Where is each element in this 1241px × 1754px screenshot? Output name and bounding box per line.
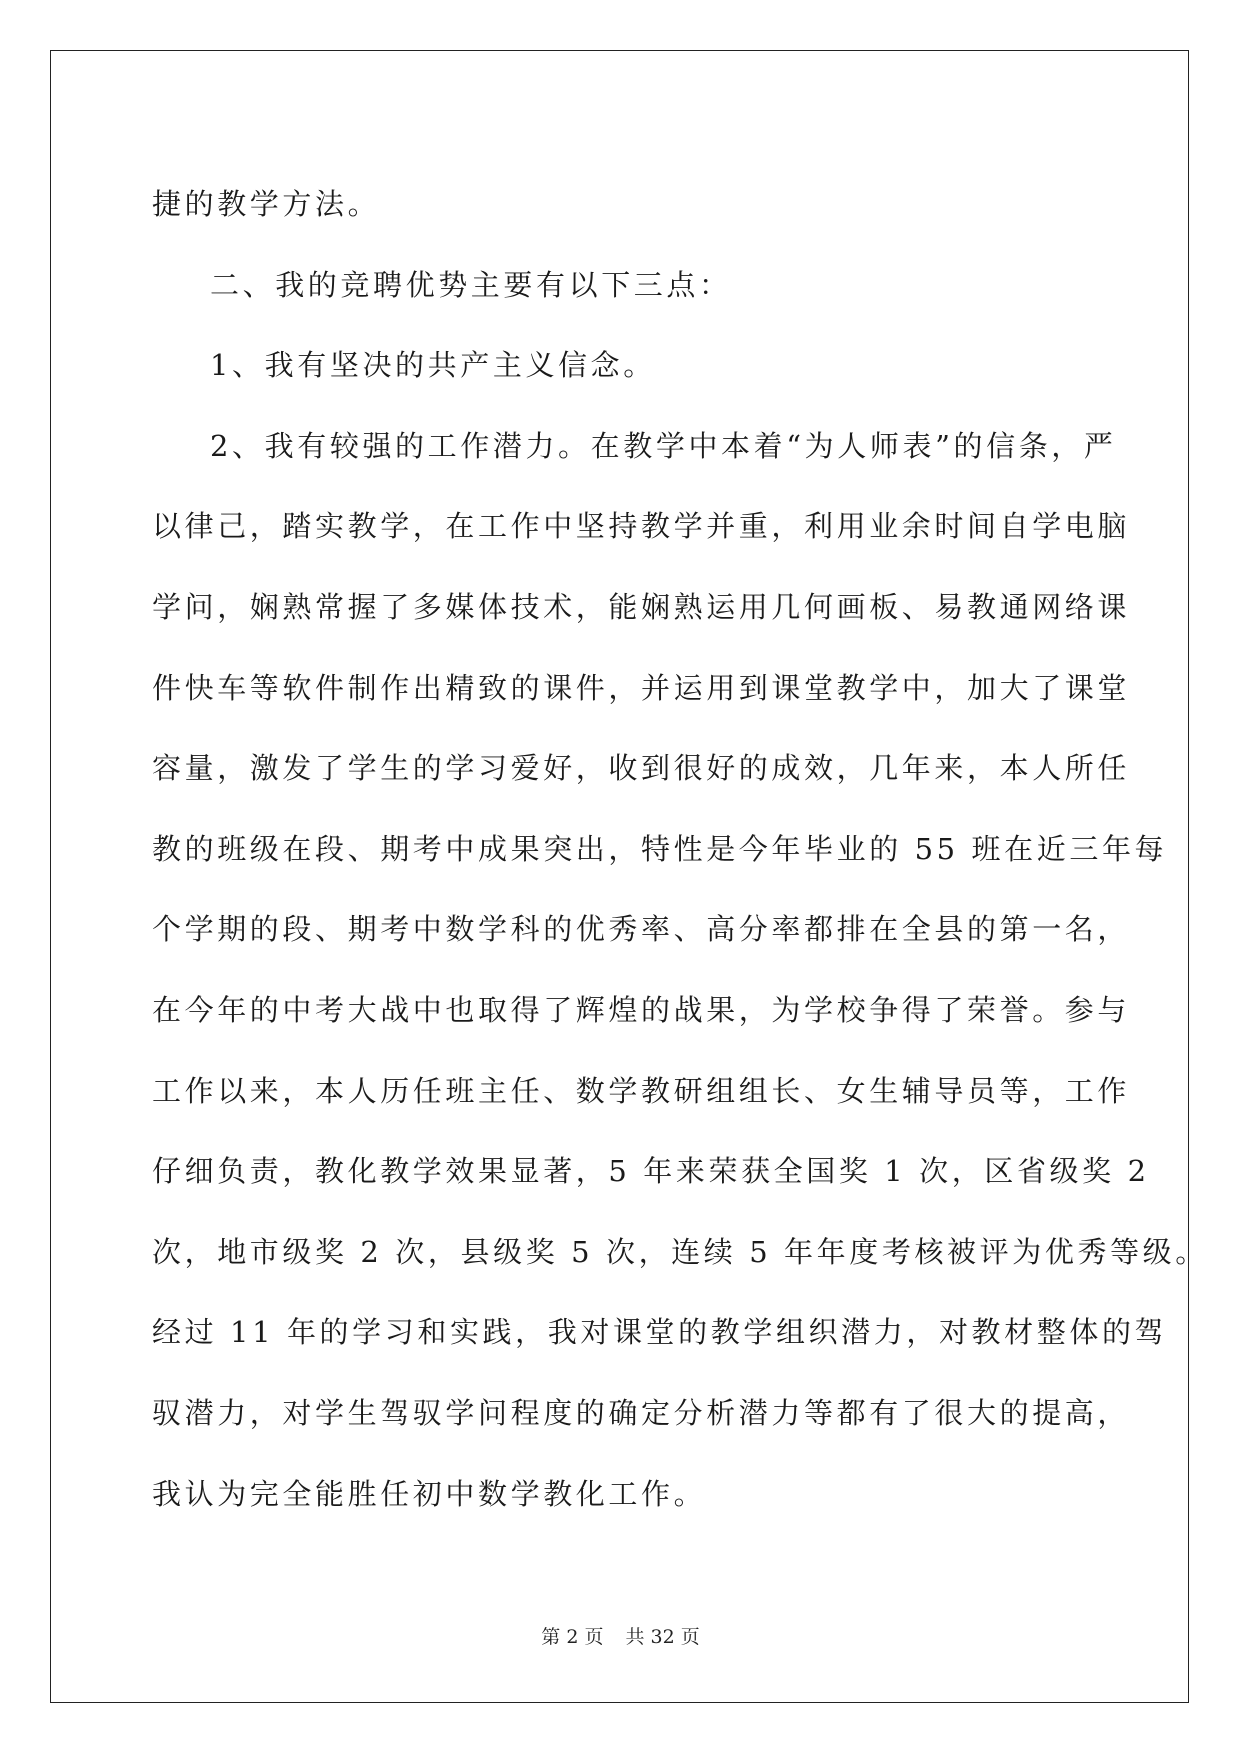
text-line: 在今年的中考大战中也取得了辉煌的战果，为学校争得了荣誉。参与 bbox=[152, 992, 1131, 1027]
page-number-current: 第 2 页 bbox=[541, 1626, 604, 1648]
list-item: 1、我有坚决的共产主义信念。 bbox=[210, 348, 656, 383]
text-line: 驭潜力，对学生驾驭学问程度的确定分析潜力等都有了很大的提高， bbox=[152, 1395, 1131, 1430]
text-line: 容量，激发了学生的学习爱好，收到很好的成效，几年来，本人所任 bbox=[152, 751, 1131, 786]
text-line: 捷的教学方法。 bbox=[152, 187, 381, 221]
text-line: 工作以来，本人历任班主任、数学教研组组长、女生辅导员等，工作 bbox=[152, 1073, 1131, 1108]
text-line: 次，地市级奖 2 次，县级奖 5 次，连续 5 年年度考核被评为优秀等级。 bbox=[152, 1234, 1208, 1269]
text-line: 以律己，踏实教学，在工作中坚持教学并重，利用业余时间自学电脑 bbox=[152, 509, 1131, 544]
text-line: 仔细负责，教化教学效果显著，5 年来荣获全国奖 1 次，区省级奖 2 bbox=[152, 1154, 1150, 1189]
text-line: 教的班级在段、期考中成果突出，特性是今年毕业的 55 班在近三年每 bbox=[152, 831, 1168, 866]
document-body bbox=[152, 164, 1208, 1534]
text-line: 学问，娴熟常握了多媒体技术，能娴熟运用几何画板、易教通网络课 bbox=[152, 589, 1131, 624]
section-heading: 二、我的竞聘优势主要有以下三点： bbox=[210, 267, 732, 302]
list-item: 2、我有较强的工作潜力。在教学中本着“为人师表”的信条，严 bbox=[210, 428, 1117, 463]
page-footer bbox=[0, 1622, 1241, 1649]
text-line: 我认为完全能胜任初中数学教化工作。 bbox=[152, 1476, 707, 1511]
page-number-total: 共 32 页 bbox=[625, 1626, 700, 1648]
text-line: 经过 11 年的学习和实践，我对课堂的教学组织潜力，对教材整体的驾 bbox=[152, 1315, 1168, 1350]
text-line: 个学期的段、期考中数学科的优秀率、高分率都排在全县的第一名， bbox=[152, 912, 1131, 947]
text-line: 件快车等软件制作出精致的课件，并运用到课堂教学中，加大了课堂 bbox=[152, 670, 1131, 705]
